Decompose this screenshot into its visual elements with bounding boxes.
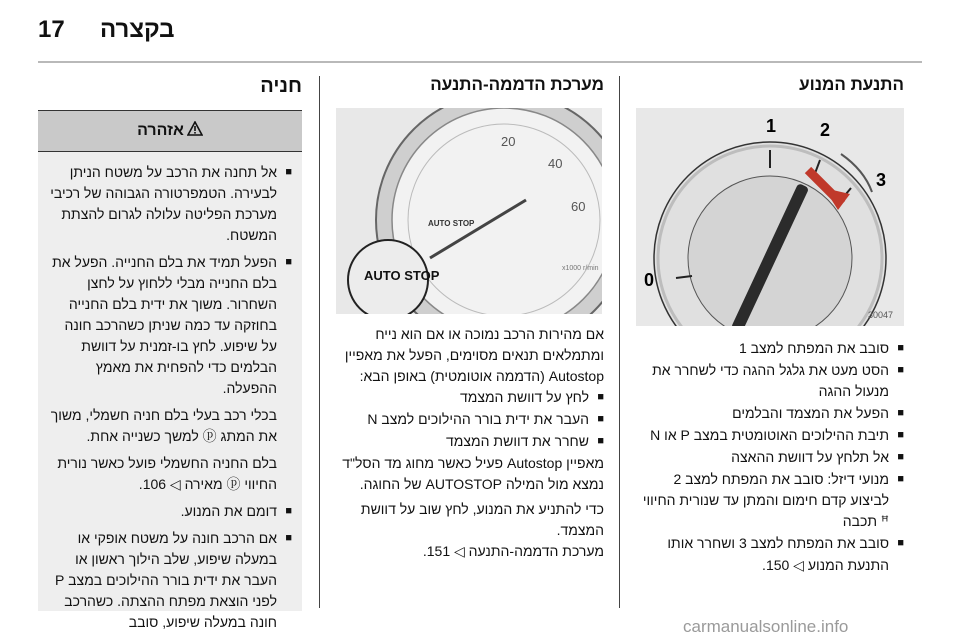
column-divider-right (619, 76, 620, 608)
autostop-outro: כדי להתניע את המנוע, לחץ שוב על דוושת המצמד. (360, 501, 604, 538)
gauge-autostop-mark: AUTO STOP (428, 219, 475, 228)
section-title: בקצרה (100, 16, 175, 43)
step-item: ■ מנועי דיזל: סובב את המפתח למצב 2 לביצוע קדם חימום והמתן עד שנורית החיווי ꟸ תכבה (634, 469, 904, 532)
warning-item: ■ דומם את המנוע. (46, 501, 292, 522)
parking-title: חניה (260, 75, 302, 97)
engine-start-reference: התנעת המנוע ◁ 150. (762, 557, 889, 573)
column-parking (38, 75, 302, 98)
page-number: 17 (38, 16, 65, 43)
gauge-autostop-zoom: AUTO STOP (364, 268, 440, 283)
column-autostop (334, 75, 604, 95)
autostop-body (334, 324, 604, 562)
step-item: ■ אל תלחץ על דוושת ההאצה (634, 447, 904, 468)
header-rule (38, 61, 922, 63)
page-header (0, 0, 960, 60)
warning-header (38, 111, 302, 152)
autostop-reference: מערכת הדממה-התנעה ◁ 151. (422, 543, 604, 559)
tick-20: 20 (501, 134, 516, 149)
engine-start-steps (634, 338, 904, 576)
engine-start-title: התנעת המנוע (799, 75, 904, 94)
column-engine-start (634, 75, 904, 95)
step-item: ■ תיבת ההילוכים האוטומטית במצב P או N (634, 425, 904, 446)
label-0: 0 (644, 270, 655, 290)
ignition-key-figure (636, 108, 904, 326)
label-3: 3 (876, 170, 887, 190)
autostop-note: מאפיין Autostop פעיל כאשר מחוג מד הסל"ד נמצא מול המילה AUTOSTOP של החוגה. (342, 455, 604, 492)
tachometer-figure (336, 108, 602, 314)
tick-40: 40 (548, 156, 563, 171)
step-item: ■ הפעל את המצמד והבלמים (634, 403, 904, 424)
autostop-step: ■ לחץ על דוושת המצמד (334, 387, 604, 408)
warning-triangle-icon (187, 121, 203, 141)
autostop-step: ■ שחרר את דוושת המצמד (334, 431, 604, 452)
warning-box (38, 110, 302, 630)
epb-note-2: בלם החניה החשמלי פועל כאשר נורית החיווי ⓟ מאירה ◁ 106. (57, 455, 277, 492)
label-1: 1 (766, 116, 777, 136)
label-2: 2 (820, 120, 831, 140)
tachometer-drawing (336, 108, 602, 314)
watermark: carmanualsonline.info (683, 617, 849, 636)
step-item: ■ סובב את המפתח למצב 3 ושחרר אותו (634, 533, 904, 554)
autostop-title: מערכת הדממה-התנעה (430, 75, 604, 94)
autostop-intro: אם מהירות הרכב נמוכה או אם הוא נייח ומתמלאים תנאים מסוימים, הפעל את מאפיין Autostop (הדממה אוטומטית) באופן הבא: (344, 326, 604, 384)
ignition-key-drawing (636, 108, 904, 326)
autostop-step: ■ העבר את ידית בורר ההילוכים למצב N (334, 409, 604, 430)
warning-item: ■ אל תחנה את הרכב על משטח הניתן לבעירה. הטמפרטורה הגבוהה של רכיבי מערכת הפליטה עלולה לגרום להצתת המשטח. (46, 162, 292, 246)
warning-title: אזהרה (137, 122, 184, 139)
warning-item: ■ אם הרכב חונה על משטח אופקי או במעלה שיפוע, שלב הילוך ראשון או העבר את ידית בורר ההילוכים במצב P לפני הוצאת מפתח ההצתה. כשהרכב חונה במעלה שיפוע, סובב (46, 528, 292, 633)
step-item: ■ הסט מעט את גלגל ההגה כדי לשחרר את מנעול ההגה (634, 360, 904, 402)
epb-note: בכלי רכב בעלי בלם חניה חשמלי, משוך את המתג ⓟ למשך כשנייה אחת. (50, 407, 277, 444)
column-divider-left (319, 76, 320, 608)
step-item: ■ סובב את המפתח למצב 1 (634, 338, 904, 359)
figure-code: 30047 (868, 310, 894, 320)
warning-item: ■ הפעל תמיד את בלם החנייה. הפעל את בלם החנייה מבלי ללחוץ על לחצן השחרור. משוך את ידית בלם החנייה בחוזקה עד כמה שניתן כשהרכב חונה על שיפוע. לחץ בו-זמנית על דוושת הבלמים כדי להפחית את מאמץ ההפעלה. (46, 252, 292, 399)
warning-body (38, 152, 302, 633)
tick-60: 60 (571, 199, 586, 214)
gauge-unit: x1000 r/min (562, 265, 599, 272)
